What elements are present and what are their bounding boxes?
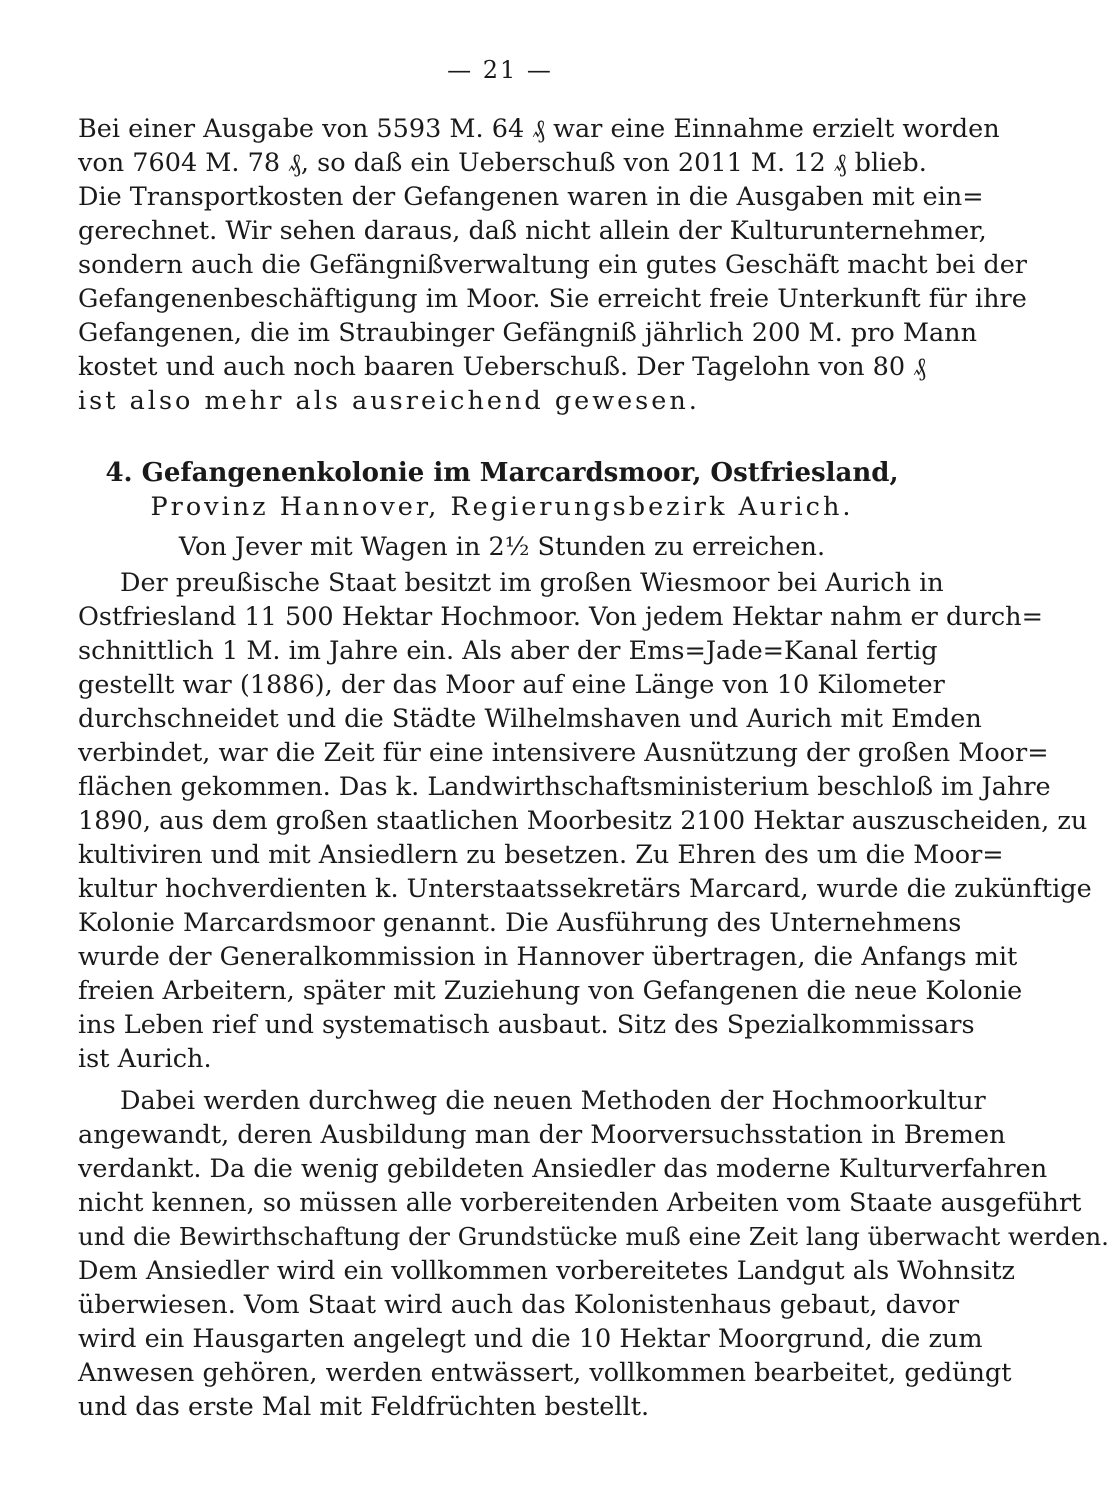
text-line: Dabei werden durchweg die neuen Methoden der Hochmoorkultur bbox=[120, 1086, 986, 1116]
text-line: sondern auch die Gefängnißverwaltung ein gutes Geschäft macht bei der bbox=[78, 250, 1027, 280]
text-line: wird ein Hausgarten angelegt und die 10 Hektar Moorgrund, die zum bbox=[78, 1324, 983, 1354]
text-line: 1890, aus dem großen staatlichen Moorbesitz 2100 Hektar auszuscheiden, zu bbox=[78, 806, 1088, 836]
text-line: von 7604 M. 78 ₰, so daß ein Ueberschuß von 2011 M. 12 ₰ blieb. bbox=[78, 148, 927, 178]
section-access-note: Von Jever mit Wagen in 2½ Stunden zu erreichen. bbox=[178, 532, 826, 562]
text-line: ins Leben rief und systematisch ausbaut. Sitz des Spezialkommissars bbox=[78, 1010, 975, 1040]
text-line: Die Transportkosten der Gefangenen waren in die Ausgaben mit ein= bbox=[78, 182, 984, 212]
text-line: Kolonie Marcardsmoor genannt. Die Ausführung des Unternehmens bbox=[78, 908, 962, 938]
text-line: ist Aurich. bbox=[78, 1044, 212, 1074]
section-subtitle: Provinz Hannover, Regierungsbezirk Aurich. bbox=[150, 492, 854, 522]
text-line: flächen gekommen. Das k. Landwirthschaftsministerium beschloß im Jahre bbox=[78, 772, 1051, 802]
text-line: schnittlich 1 M. im Jahre ein. Als aber der Ems=Jade=Kanal fertig bbox=[78, 636, 938, 666]
text-line: Der preußische Staat besitzt im großen Wiesmoor bei Aurich in bbox=[120, 568, 944, 598]
text-line: Anwesen gehören, werden entwässert, vollkommen bearbeitet, gedüngt bbox=[78, 1358, 1012, 1388]
text-line: Ostfriesland 11 500 Hektar Hochmoor. Von jedem Hektar nahm er durch= bbox=[78, 602, 1043, 632]
text-line: Gefangenenbeschäftigung im Moor. Sie erreicht freie Unterkunft für ihre bbox=[78, 284, 1027, 314]
text-line: verdankt. Da die wenig gebildeten Ansiedler das moderne Kulturverfahren bbox=[78, 1154, 1048, 1184]
text-line: durchschneidet und die Städte Wilhelmshaven und Aurich mit Emden bbox=[78, 704, 982, 734]
text-line: kultiviren und mit Ansiedlern zu besetzen. Zu Ehren des um die Moor= bbox=[78, 840, 1004, 870]
text-line: wurde der Generalkommission in Hannover übertragen, die Anfangs mit bbox=[78, 942, 1018, 972]
text-line: Gefangenen, die im Straubinger Gefängniß jährlich 200 M. pro Mann bbox=[78, 318, 977, 348]
text-line: freien Arbeitern, später mit Zuziehung von Gefangenen die neue Kolonie bbox=[78, 976, 1023, 1006]
text-line: gestellt war (1886), der das Moor auf eine Länge von 10 Kilometer bbox=[78, 670, 945, 700]
text-line: verbindet, war die Zeit für eine intensivere Ausnützung der großen Moor= bbox=[78, 738, 1049, 768]
text-line: kultur hochverdienten k. Unterstaatssekretärs Marcard, wurde die zukünftige bbox=[78, 874, 1092, 904]
text-line: Bei einer Ausgabe von 5593 M. 64 ₰ war eine Einnahme erzielt worden bbox=[78, 114, 1000, 144]
text-line: ist also mehr als ausreichend gewesen. bbox=[78, 386, 700, 416]
section-title: 4. Gefangenenkolonie im Marcardsmoor, Ostfriesland, bbox=[105, 458, 899, 488]
page-number: — 21 — bbox=[447, 56, 553, 84]
text-line: Dem Ansiedler wird ein vollkommen vorbereitetes Landgut als Wohnsitz bbox=[78, 1256, 1015, 1286]
text-line: gerechnet. Wir sehen daraus, daß nicht allein der Kulturunternehmer, bbox=[78, 216, 987, 246]
text-line: angewandt, deren Ausbildung man der Moorversuchsstation in Bremen bbox=[78, 1120, 1006, 1150]
text-line: überwiesen. Vom Staat wird auch das Kolonistenhaus gebaut, davor bbox=[78, 1290, 960, 1320]
text-line: und das erste Mal mit Feldfrüchten bestellt. bbox=[78, 1392, 650, 1422]
text-line: kostet und auch noch baaren Ueberschuß. Der Tagelohn von 80 ₰ bbox=[78, 352, 926, 382]
text-line: nicht kennen, so müssen alle vorbereitenden Arbeiten vom Staate ausgeführt bbox=[78, 1188, 1082, 1218]
text-line: und die Bewirthschaftung der Grundstücke muß eine Zeit lang überwacht werden. bbox=[78, 1222, 1109, 1251]
